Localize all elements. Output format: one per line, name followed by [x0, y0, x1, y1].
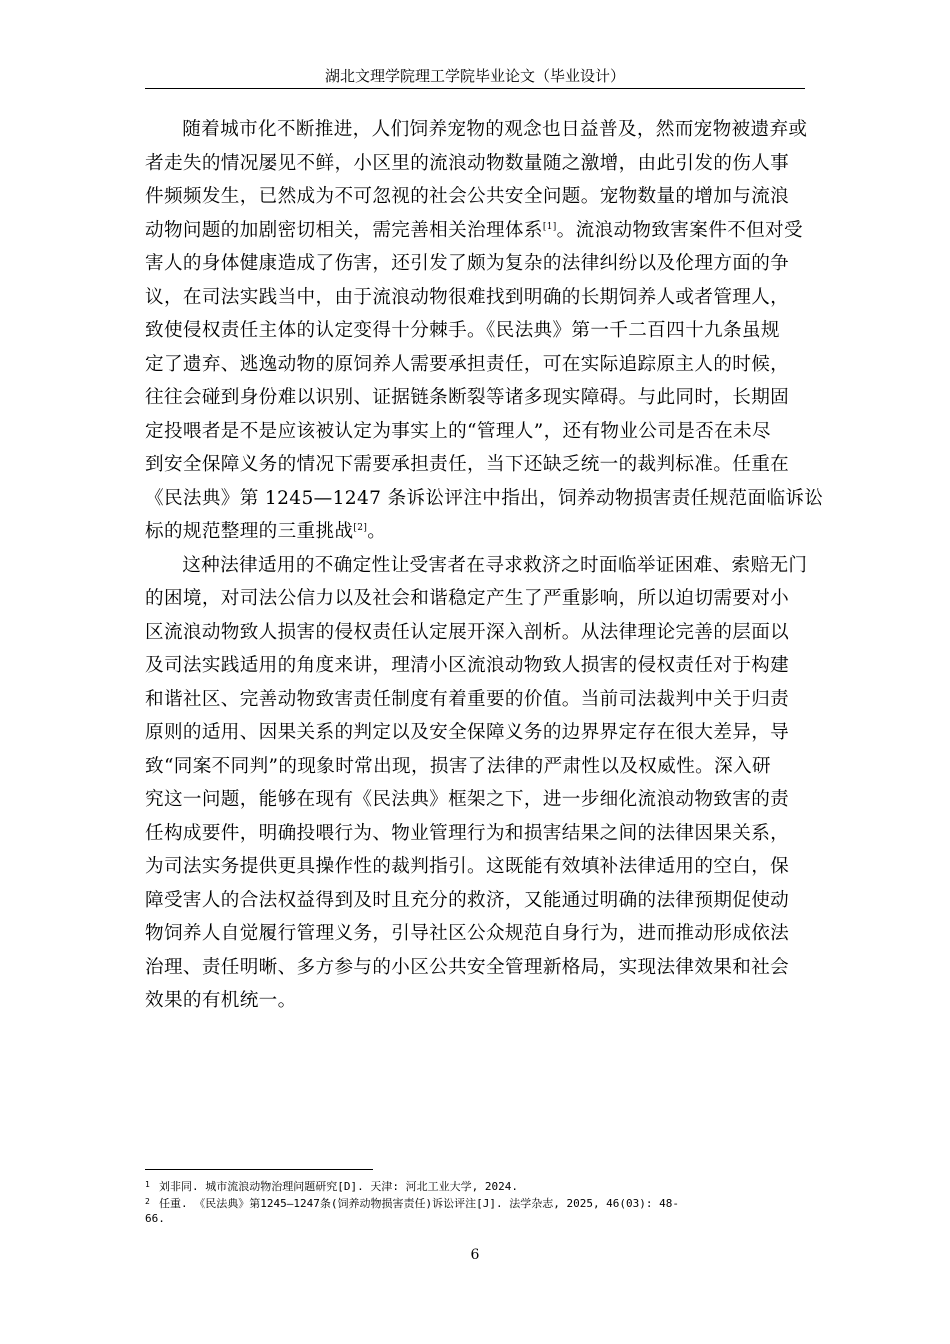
text-segment: 。 [367, 521, 387, 542]
text-line: 定投喂者是不是应该被认定为事实上的“管理人”，还有物业公司是否在未尽 [145, 420, 771, 442]
text-line: 的困境，对司法公信力以及社会和谐稳定产生了严重影响，所以迫切需要对小 [145, 588, 790, 609]
text-segment: 。流浪动物致害案件不但对受 [556, 219, 803, 241]
text-line: 害人的身体健康造成了伤害，还引发了颇为复杂的法律纠纷以及伦理方面的争 [145, 253, 790, 274]
text-line: 《民法典》第 1245—1247 条诉讼评注中指出，饲养动物损害责任规范面临诉讼 [145, 487, 824, 509]
text-segment: 标的规范整理的三重挑战 [145, 521, 354, 542]
page-number: 6 [470, 1247, 480, 1263]
text-line: 件频频发生，已然成为不可忽视的社会公共安全问题。宠物数量的增加与流浪 [145, 186, 790, 207]
footnote-text: 刘非同. 城市流浪动物治理问题研究[D]. 天津: 河北工业大学, 2024. [159, 1180, 518, 1193]
footnote-mark: 1 [145, 1180, 150, 1189]
text-line: 效果的有机统一。 [145, 990, 297, 1011]
text-line: 究这一问题，能够在现有《民法典》框架之下，进一步细化流浪动物致害的责 [145, 789, 790, 810]
footnote-mark: 2 [145, 1197, 150, 1206]
text-line: 往往会碰到身份难以识别、证据链条断裂等诸多现实障碍。与此同时，长期固 [145, 387, 790, 408]
text-line: 区流浪动物致人损害的侵权责任认定展开深入剖析。从法律理论完善的层面以 [145, 621, 790, 643]
text-line: 障受害人的合法权益得到及时且充分的救济，又能通过明确的法律预期促使动 [145, 889, 790, 911]
footnote-2 [145, 1194, 807, 1211]
text-line: 随着城市化不断推进，人们饲养宠物的观念也日益普及，然而宠物被遗弃或 [182, 119, 808, 140]
footnote-text: 任重. 《民法典》第1245—1247条(饲养动物损害责任)诉讼评注[J]. 法学杂志, 2025, 46(03): 48- [159, 1197, 680, 1210]
footnote-1 [145, 1177, 807, 1194]
page-header: 湖北文理学院理工学院毕业论文（毕业设计） [324, 67, 625, 85]
text-line: 为司法实务提供更具操作性的裁判指引。这既能有效填补法律适用的空白，保 [145, 856, 790, 877]
text-line: 原则的适用、因果关系的判定以及安全保障义务的边界界定存在很大差异，导 [145, 722, 790, 743]
header-divider [145, 88, 805, 89]
citation-ref-1: [1] [542, 221, 557, 232]
text-line: 物饲养人自觉履行管理义务，引导社区公众规范自身行为，进而推动形成依法 [145, 923, 790, 944]
text-line: 议，在司法实践当中，由于流浪动物很难找到明确的长期饲养人或者管理人， [145, 286, 790, 308]
citation-ref-2: [2] [353, 523, 368, 533]
text-line: 和谐社区、完善动物致害责任制度有着重要的价值。当前司法裁判中关于归责 [145, 688, 790, 710]
text-line-with-ref [145, 515, 807, 549]
paragraph-2 [145, 549, 807, 1018]
text-line-with-ref [145, 214, 807, 248]
text-line: 致使侵权责任主体的认定变得十分棘手。《民法典》第一千二百四十九条虽规 [145, 320, 780, 341]
footnote-2-continuation: 66. [145, 1212, 165, 1225]
text-line: 这种法律适用的不确定性让受害者在寻求救济之时面临举证困难、索赔无门 [182, 554, 808, 576]
paragraph-1 [145, 113, 824, 549]
text-line: 治理、责任明晰、多方参与的小区公共安全管理新格局，实现法律效果和社会 [145, 956, 790, 978]
footnote-divider [145, 1169, 373, 1170]
text-line: 任构成要件，明确投喂行为、物业管理行为和损害结果之间的法律因果关系， [145, 822, 790, 844]
text-line: 者走失的情况屡见不鲜，小区里的流浪动物数量随之激增，由此引发的伤人事 [145, 152, 790, 174]
text-line: 到安全保障义务的情况下需要承担责任，当下还缺乏统一的裁判标准。任重在 [145, 454, 790, 475]
text-line: 致“同案不同判”的现象时常出现，损害了法律的严肃性以及权威性。深入研 [145, 755, 771, 777]
text-line: 及司法实践适用的角度来讲，理清小区流浪动物致人损害的侵权责任对于构建 [145, 655, 790, 676]
text-segment: 动物问题的加剧密切相关，需完善相关治理体系 [145, 219, 543, 241]
body-text [145, 113, 824, 1018]
footnotes [145, 1177, 807, 1226]
text-line: 定了遗弃、逃逸动物的原饲养人需要承担责任，可在实际追踪原主人的时候， [145, 353, 790, 375]
